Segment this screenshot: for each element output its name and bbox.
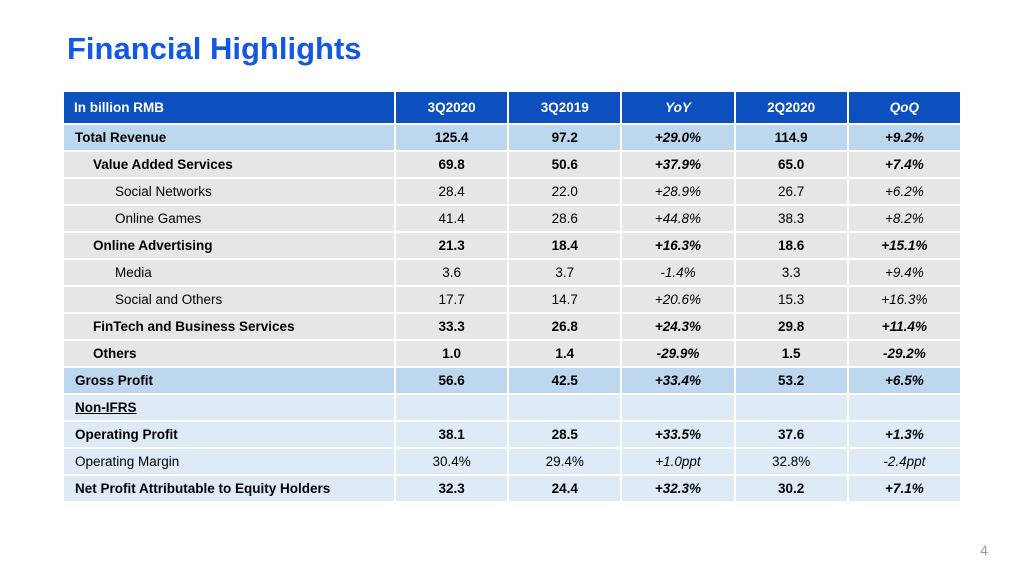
row-label: [64, 206, 394, 231]
cell-value: -2.4ppt: [849, 449, 960, 474]
cell-value: [622, 395, 733, 420]
row-label: [64, 152, 394, 177]
cell-value: -1.4%: [622, 260, 733, 285]
cell-value: 22.0: [509, 179, 620, 204]
cell-value: 28.6: [509, 206, 620, 231]
table-body: [64, 125, 960, 501]
table-row: [64, 422, 960, 447]
cell-value: +32.3%: [622, 476, 733, 501]
column-header: YoY: [622, 92, 733, 123]
cell-value: 3.6: [396, 260, 507, 285]
row-label-text: Online Games: [115, 211, 202, 226]
cell-value: +20.6%: [622, 287, 733, 312]
cell-value: +29.0%: [622, 125, 733, 150]
row-label-text: FinTech and Business Services: [93, 319, 295, 334]
cell-value: [396, 395, 507, 420]
row-label-text: Others: [93, 346, 137, 361]
cell-value: 21.3: [396, 233, 507, 258]
table-row: [64, 152, 960, 177]
cell-value: 56.6: [396, 368, 507, 393]
row-label: [64, 233, 394, 258]
row-label-text: Social Networks: [115, 184, 212, 199]
column-header: 2Q2020: [736, 92, 847, 123]
row-label-text: Media: [115, 265, 152, 280]
row-label: [64, 314, 394, 339]
cell-value: 69.8: [396, 152, 507, 177]
column-header: In billion RMB: [64, 92, 394, 123]
row-label-text: Social and Others: [115, 292, 223, 307]
row-label: [64, 179, 394, 204]
cell-value: 50.6: [509, 152, 620, 177]
cell-value: 30.4%: [396, 449, 507, 474]
cell-value: 15.3: [736, 287, 847, 312]
row-label-text: Operating Profit: [75, 427, 178, 442]
cell-value: +11.4%: [849, 314, 960, 339]
cell-value: -29.2%: [849, 341, 960, 366]
cell-value: 28.5: [509, 422, 620, 447]
cell-value: 1.4: [509, 341, 620, 366]
table-row: [64, 314, 960, 339]
cell-value: 26.8: [509, 314, 620, 339]
row-label: [64, 476, 394, 501]
column-header: 3Q2020: [396, 92, 507, 123]
row-label: [64, 260, 394, 285]
cell-value: 1.5: [736, 341, 847, 366]
page-title: Financial Highlights: [67, 31, 362, 66]
row-label-text: Non-IFRS: [75, 400, 137, 415]
column-header: 3Q2019: [509, 92, 620, 123]
cell-value: [849, 395, 960, 420]
cell-value: +9.4%: [849, 260, 960, 285]
row-label: [64, 422, 394, 447]
cell-value: 41.4: [396, 206, 507, 231]
column-header: QoQ: [849, 92, 960, 123]
table-row: [64, 287, 960, 312]
cell-value: 65.0: [736, 152, 847, 177]
cell-value: +7.1%: [849, 476, 960, 501]
cell-value: +8.2%: [849, 206, 960, 231]
cell-value: 97.2: [509, 125, 620, 150]
cell-value: 32.8%: [736, 449, 847, 474]
cell-value: -29.9%: [622, 341, 733, 366]
table-row: [64, 368, 960, 393]
row-label: [64, 449, 394, 474]
cell-value: 29.8: [736, 314, 847, 339]
cell-value: 3.7: [509, 260, 620, 285]
cell-value: +9.2%: [849, 125, 960, 150]
cell-value: 24.4: [509, 476, 620, 501]
cell-value: 1.0: [396, 341, 507, 366]
table-row: [64, 341, 960, 366]
cell-value: 53.2: [736, 368, 847, 393]
cell-value: +24.3%: [622, 314, 733, 339]
cell-value: +1.0ppt: [622, 449, 733, 474]
row-label: [64, 125, 394, 150]
row-label-text: Value Added Services: [93, 157, 233, 172]
table-row: [64, 395, 960, 420]
cell-value: 38.1: [396, 422, 507, 447]
row-label: [64, 395, 394, 420]
cell-value: 18.6: [736, 233, 847, 258]
cell-value: +7.4%: [849, 152, 960, 177]
cell-value: 26.7: [736, 179, 847, 204]
cell-value: 29.4%: [509, 449, 620, 474]
cell-value: +44.8%: [622, 206, 733, 231]
cell-value: 38.3: [736, 206, 847, 231]
row-label: [64, 287, 394, 312]
cell-value: 28.4: [396, 179, 507, 204]
table-header: [64, 92, 960, 123]
cell-value: 37.6: [736, 422, 847, 447]
cell-value: 125.4: [396, 125, 507, 150]
row-label-text: Operating Margin: [75, 454, 180, 469]
cell-value: 42.5: [509, 368, 620, 393]
cell-value: +1.3%: [849, 422, 960, 447]
table-row: [64, 206, 960, 231]
cell-value: +6.5%: [849, 368, 960, 393]
row-label-text: Gross Profit: [75, 373, 154, 388]
cell-value: 3.3: [736, 260, 847, 285]
cell-value: +33.5%: [622, 422, 733, 447]
financial-table-container: [62, 90, 962, 503]
cell-value: 33.3: [396, 314, 507, 339]
table-row: [64, 125, 960, 150]
row-label-text: Total Revenue: [75, 130, 167, 145]
cell-value: [736, 395, 847, 420]
cell-value: +28.9%: [622, 179, 733, 204]
cell-value: 114.9: [736, 125, 847, 150]
header-row: [64, 92, 960, 123]
cell-value: +15.1%: [849, 233, 960, 258]
financial-table: [62, 90, 962, 503]
table-row: [64, 476, 960, 501]
row-label-text: Net Profit Attributable to Equity Holders: [75, 481, 331, 496]
cell-value: 17.7: [396, 287, 507, 312]
cell-value: [509, 395, 620, 420]
cell-value: +16.3%: [622, 233, 733, 258]
cell-value: 32.3: [396, 476, 507, 501]
table-row: [64, 449, 960, 474]
table-row: [64, 260, 960, 285]
cell-value: 14.7: [509, 287, 620, 312]
cell-value: 30.2: [736, 476, 847, 501]
cell-value: +6.2%: [849, 179, 960, 204]
row-label: [64, 341, 394, 366]
cell-value: +33.4%: [622, 368, 733, 393]
cell-value: +16.3%: [849, 287, 960, 312]
cell-value: 18.4: [509, 233, 620, 258]
table-row: [64, 179, 960, 204]
row-label-text: Online Advertising: [93, 238, 213, 253]
page-number: 4: [980, 542, 988, 558]
cell-value: +37.9%: [622, 152, 733, 177]
row-label: [64, 368, 394, 393]
table-row: [64, 233, 960, 258]
